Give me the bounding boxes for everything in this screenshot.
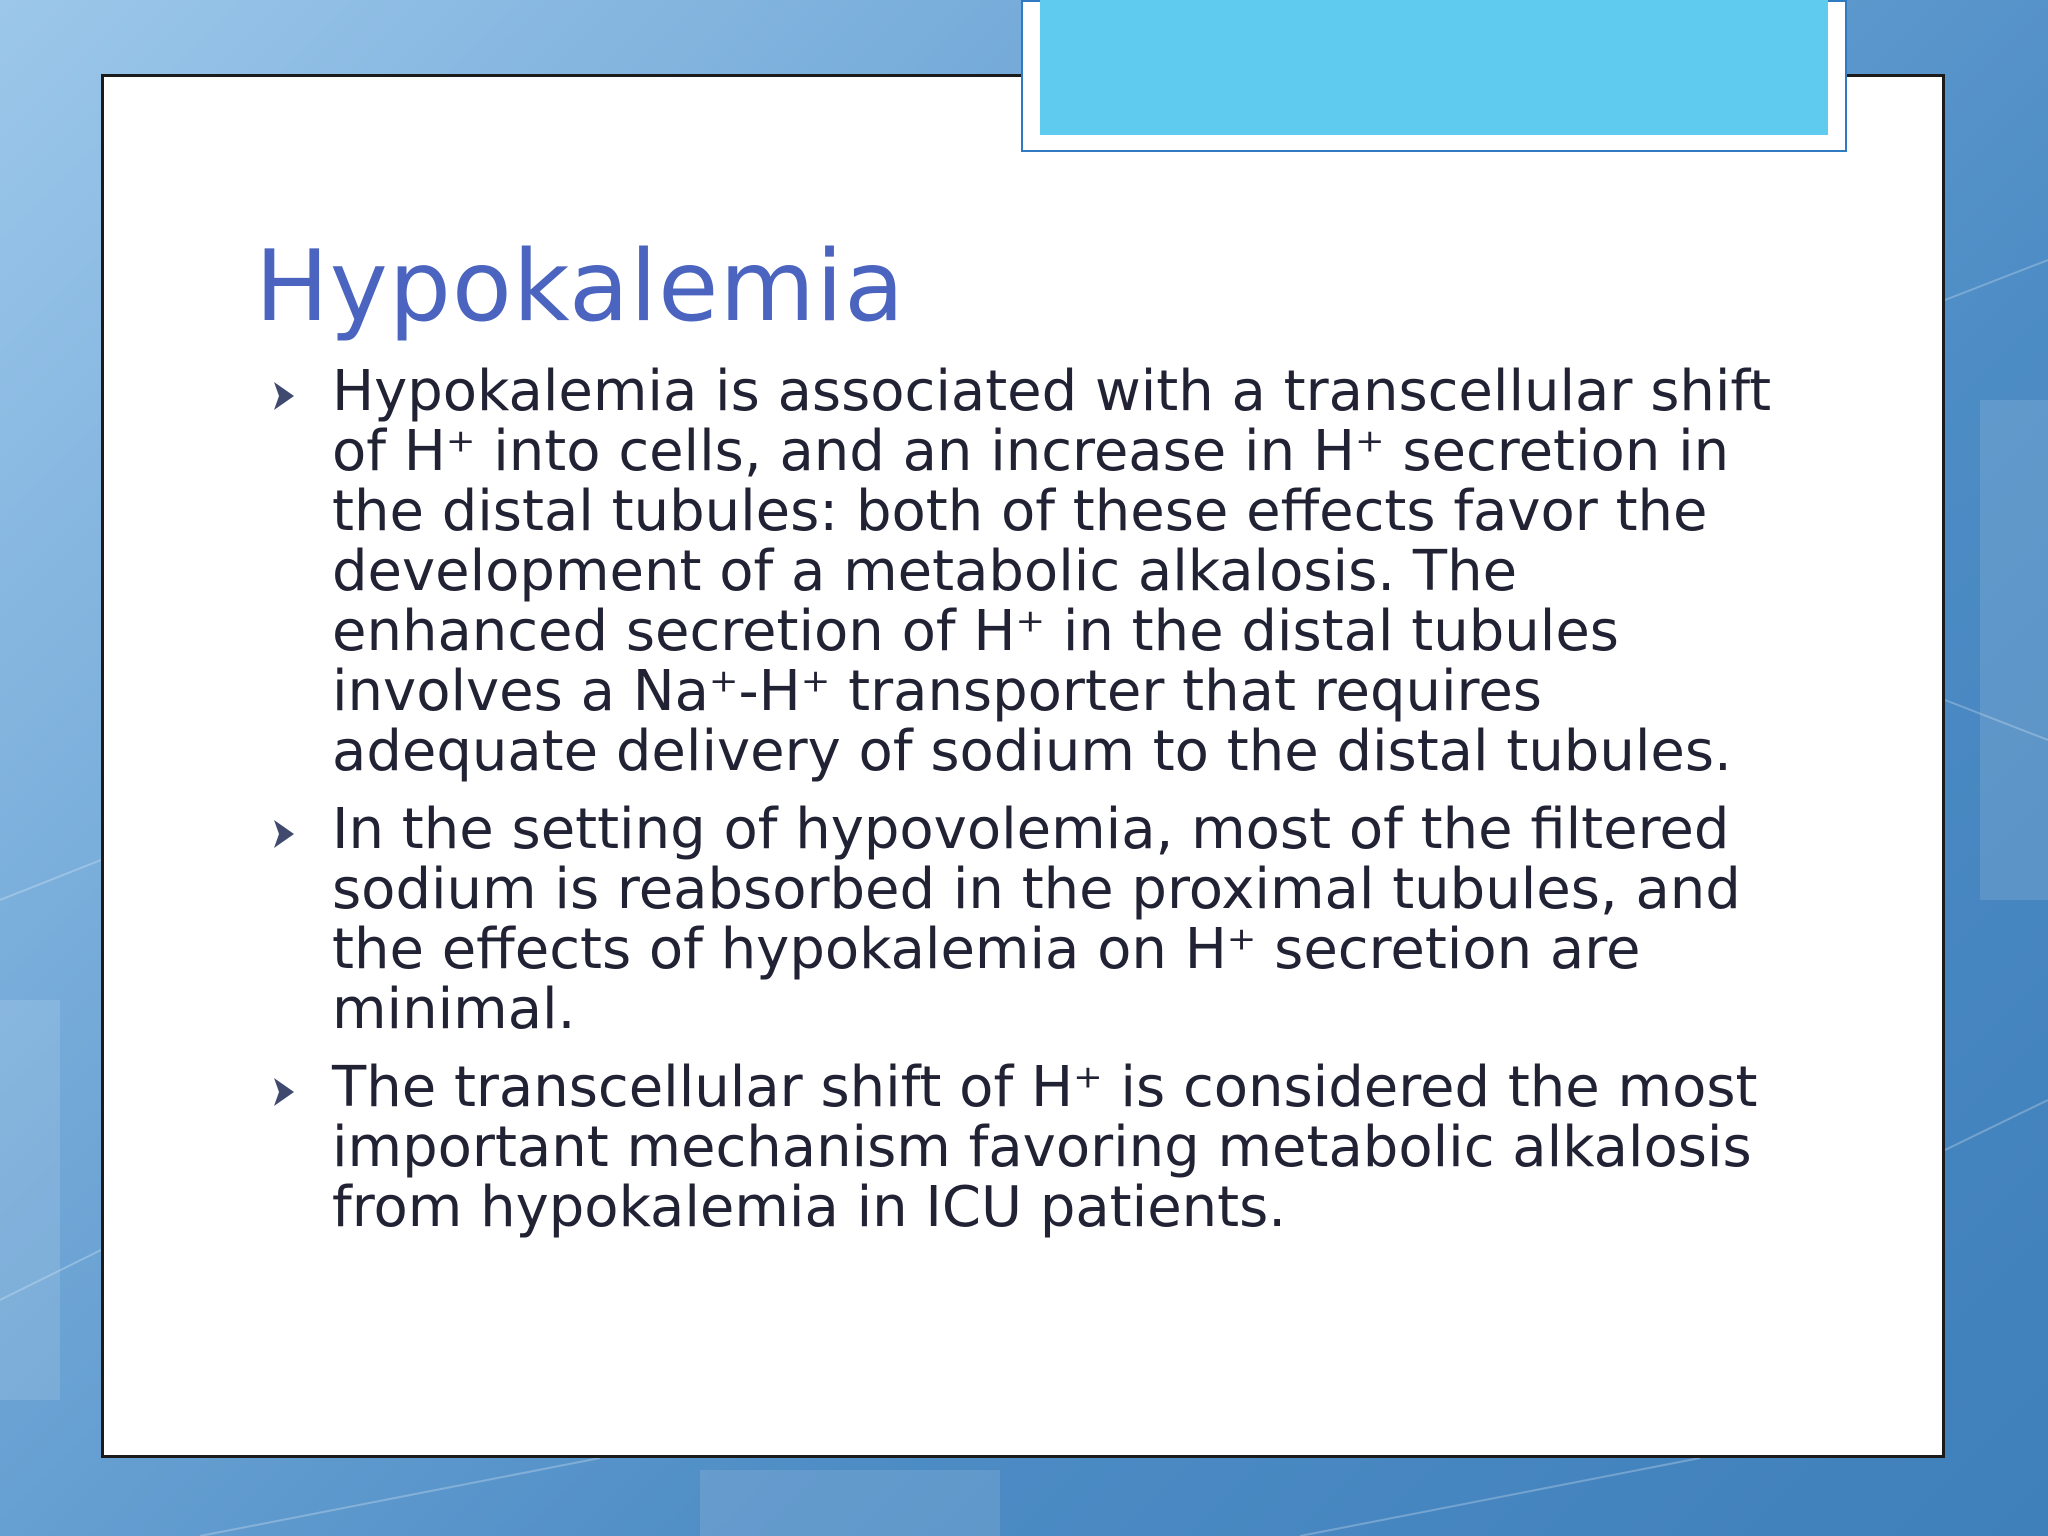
accent-box-fill bbox=[1040, 0, 1828, 135]
bullet-text: The transcellular shift of H⁺ is considered the most important mechanism favoring metabolic alkalosis from hypokalemia in ICU patients. bbox=[332, 1055, 1758, 1240]
chevron-arrow-icon bbox=[272, 378, 298, 414]
bullet-text: In the setting of hypovolemia, most of the filtered sodium is reabsorbed in the proximal tubules, and the effects of hypokalemia on H⁺ secretion are minimal. bbox=[332, 797, 1741, 1042]
bullet-item bbox=[272, 797, 1772, 1042]
bullet-list bbox=[272, 359, 1772, 1256]
chevron-arrow-icon bbox=[272, 1074, 298, 1110]
bullet-item bbox=[272, 359, 1772, 784]
bullet-text: Hypokalemia is associated with a transcellular shift of H⁺ into cells, and an increase in H⁺ secretion in the distal tubules: both of these effects favor the development of a metabolic alkalosis. The enhanced secretion of H⁺ in the distal tubules involves a Na⁺-H⁺ transporter that requires adequate delivery of sodium to the distal tubules. bbox=[332, 359, 1772, 784]
slide-title: Hypokalemia bbox=[255, 230, 906, 344]
chevron-arrow-icon bbox=[272, 816, 298, 852]
bullet-item bbox=[272, 1055, 1772, 1240]
